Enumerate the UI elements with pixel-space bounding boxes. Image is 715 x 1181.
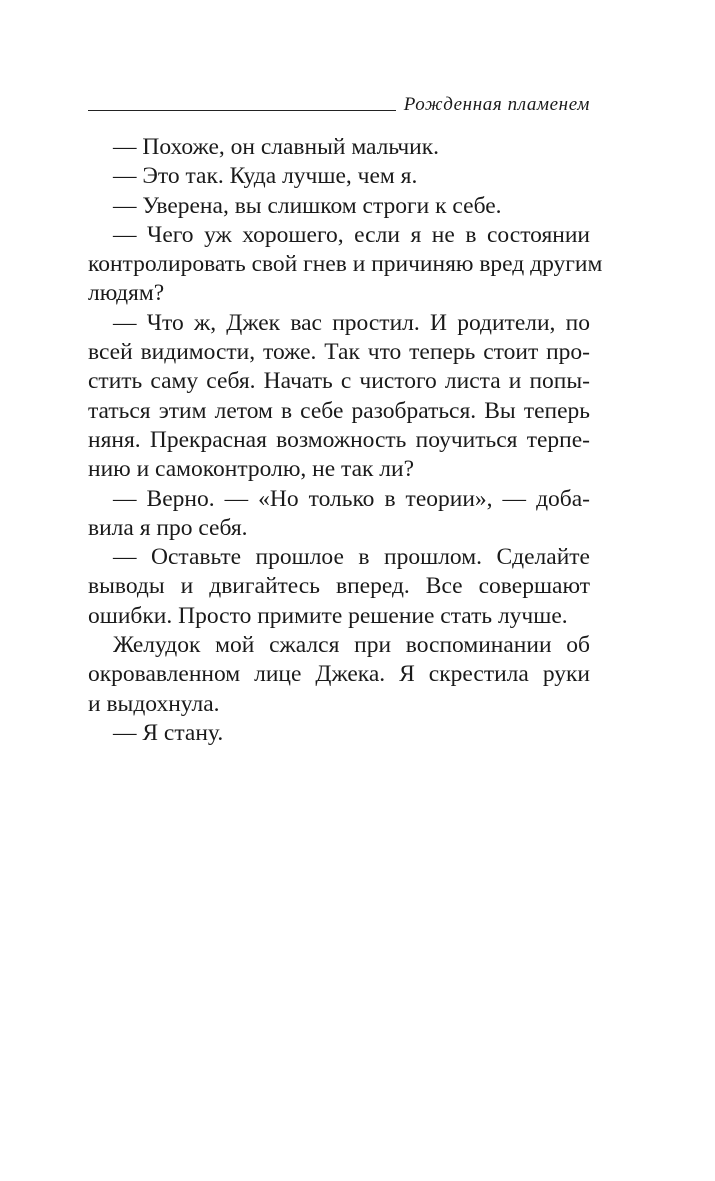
text-line: контролировать свой гнев и причиняю вред другим	[88, 251, 603, 278]
text-line: — Похоже, он славный мальчик.	[113, 134, 440, 160]
text-line: стить саму себя. Начать с чистого листа и попы-	[88, 368, 590, 395]
text-line: окровавленном лице Джека. Я скрестила руки	[88, 661, 590, 688]
header-rule	[88, 110, 396, 111]
text-line: — Что ж, Джек вас простил. И родители, по	[113, 309, 590, 336]
text-line: нию и самоконтролю, не так ли?	[88, 456, 415, 483]
text-line: — Верно. — «Но только в теории», — доба-	[113, 485, 590, 512]
book-title: Рожденная пламенем	[403, 94, 590, 115]
text-line: выводы и двигайтесь вперед. Все совершают	[88, 573, 590, 600]
text-line: всей видимости, тоже. Так что теперь стоит про-	[88, 339, 590, 366]
text-line: — Чего уж хорошего, если я не в состоянии	[113, 221, 590, 248]
text-line: людям?	[88, 280, 165, 307]
text-line: таться этим летом в себе разобраться. Вы теперь	[88, 397, 590, 424]
text-line: вила я про себя.	[88, 514, 248, 541]
text-line: няня. Прекрасная возможность поучиться терпе-	[88, 426, 590, 453]
text-line: и выдохнула.	[88, 690, 220, 717]
running-header	[88, 92, 590, 116]
text-line: — Оставьте прошлое в прошлом. Сделайте	[113, 544, 590, 571]
text-line: — Это так. Куда лучше, чем я.	[113, 163, 418, 190]
text-line: Желудок мой сжался при воспоминании об	[113, 632, 590, 659]
text-line: — Я стану.	[113, 719, 224, 746]
text-line: ошибки. Просто примите решение стать лучше.	[88, 602, 568, 629]
text-line: — Уверена, вы слишком строги к себе.	[113, 192, 502, 219]
page-body	[88, 133, 603, 748]
